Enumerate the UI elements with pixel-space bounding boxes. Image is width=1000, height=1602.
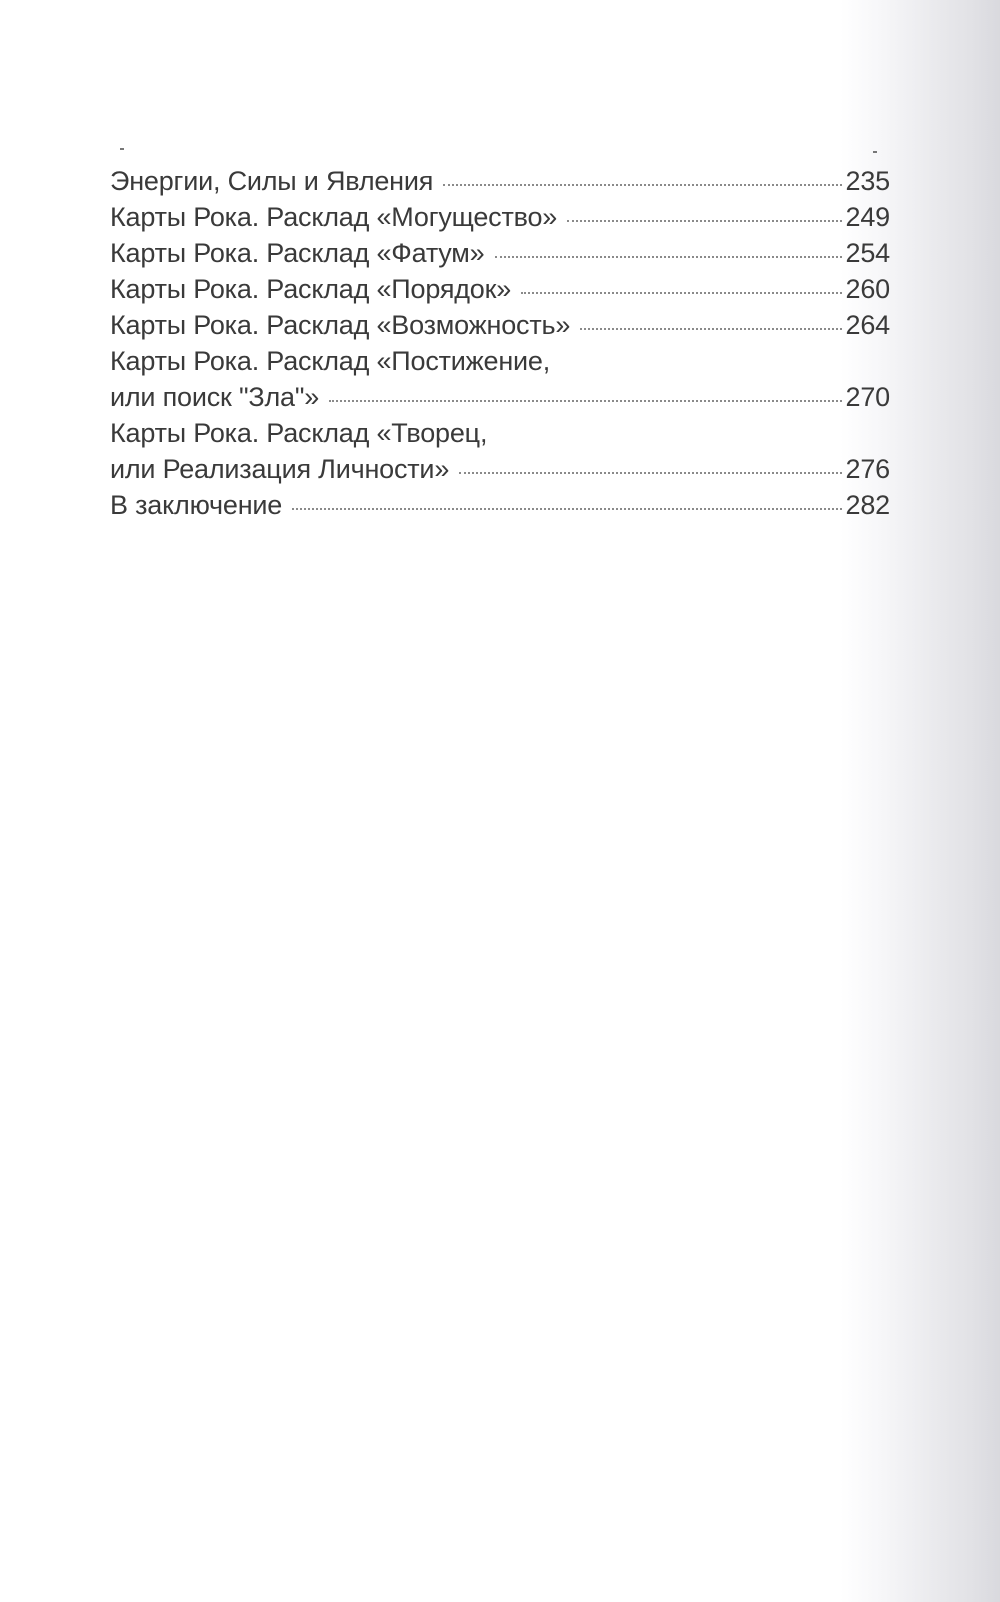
toc-entry	[110, 487, 890, 523]
toc-entry-page: 282	[845, 490, 890, 520]
toc-entry-title: Карты Рока. Расклад «Возможность»	[110, 310, 571, 340]
print-mark-right	[873, 151, 877, 153]
table-of-contents	[110, 163, 890, 523]
toc-entry-page: 264	[845, 310, 890, 340]
dot-leader	[567, 220, 841, 222]
toc-entry	[110, 379, 890, 415]
dot-leader	[443, 184, 841, 186]
toc-entry-page: 270	[845, 382, 890, 412]
dot-leader	[521, 292, 842, 294]
print-mark-left	[120, 148, 124, 150]
toc-entry	[110, 163, 890, 199]
toc-entry-title-line1: Карты Рока. Расклад «Постижение,	[110, 346, 551, 376]
toc-entry	[110, 307, 890, 343]
toc-entry	[110, 199, 890, 235]
toc-entry-title: или Реализация Личности»	[110, 454, 450, 484]
toc-entry-title: Карты Рока. Расклад «Могущество»	[110, 202, 558, 232]
toc-entry-page: 235	[845, 166, 890, 196]
toc-entry-page: 260	[845, 274, 890, 304]
dot-leader	[459, 472, 841, 474]
toc-entry-page: 276	[845, 454, 890, 484]
dot-leader	[495, 256, 842, 258]
toc-entry	[110, 271, 890, 307]
toc-entry-title: или поиск "Зла"»	[110, 382, 320, 412]
toc-entry-page: 254	[845, 238, 890, 268]
toc-entry-title: В заключение	[110, 490, 283, 520]
toc-entry-title: Энергии, Силы и Явления	[110, 166, 434, 196]
toc-entry-page: 249	[845, 202, 890, 232]
dot-leader	[292, 508, 841, 510]
toc-entry	[110, 235, 890, 271]
toc-entry-title: Карты Рока. Расклад «Порядок»	[110, 274, 512, 304]
toc-entry	[110, 451, 890, 487]
toc-entry-title: Карты Рока. Расклад «Фатум»	[110, 238, 485, 268]
dot-leader	[329, 400, 842, 402]
toc-entry-title-line1: Карты Рока. Расклад «Творец,	[110, 418, 488, 448]
dot-leader	[580, 328, 841, 330]
